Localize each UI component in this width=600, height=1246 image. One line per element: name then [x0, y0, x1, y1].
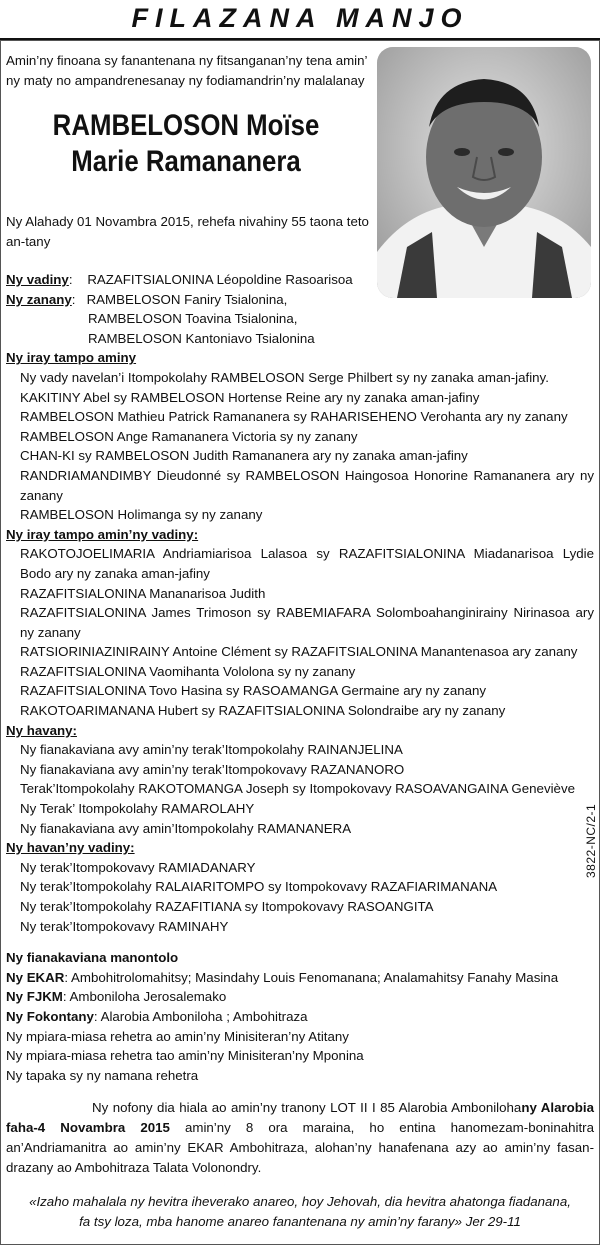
fjkm-value: : Amboniloha Jerosalemako — [62, 989, 227, 1005]
list-item: RAZAFITSIALONINA Vaomihanta Vololona sy ny zanany — [20, 663, 356, 679]
colleagues-line: Ny mpiara-miasa rehetra tao amin’ny Minisiteran’ny Mponina — [6, 1048, 364, 1064]
list-item: Ny fianakaviana avy amin’Itompokolahy RAMANANERA — [20, 820, 352, 836]
list-item: RAZAFITSIALONINA Tovo Hasina sy RASOAMANGA Germaine ary ny zanany — [20, 683, 487, 699]
list-item: Terak’Itompokolahy RAKOTOMANGA Joseph sy Itompokovavy RASOAVANGAINA Geneviève — [20, 781, 575, 797]
funeral-details-text: amin’ny 8 ora maraina, ho entina hanomezam-boninahitra an’Andriamanitra ao amin’ny EKAR Ambohitraza, alohan’ny hanafenana azy ao amin’ny fasan-drazany ao Ambohitraza Talata Volonondry. — [6, 1120, 594, 1175]
spouse-label: Ny vadiny — [6, 272, 69, 287]
spouse-line: Ny vadiny: RAZAFITSIALONINA Léopoldine Rasoarisoa — [6, 272, 353, 287]
deceased-name — [31, 108, 341, 180]
fokontany-line — [6, 1007, 594, 1027]
list-item: RAMBELOSON Holimanga sy ny zanany — [20, 507, 263, 523]
fokontany-label: Ny Fokontany — [6, 1008, 94, 1024]
list-item: RAZAFITSIALONINA Mananarisoa Judith — [20, 585, 266, 601]
bible-quote — [6, 1192, 594, 1232]
intro-text: Amin’ny finoana sy fanantenana ny fitsanganan’ny tena amin’ ny maty no ampandrenesanay ny fodiamandrin’ny malalanay — [6, 53, 367, 88]
siblings-heading: Ny iray tampo aminy — [6, 350, 137, 366]
ekar-label: Ny EKAR — [6, 969, 65, 985]
spouse-relatives-heading: Ny havan’ny vadiny: — [6, 840, 135, 856]
children-line: Ny zanany: RAMBELOSON Faniry Tsialonina, — [6, 291, 288, 307]
reference-code: 3822-NC/2-1 — [584, 803, 598, 878]
list-item: CHAN-KI sy RAMBELOSON Judith Ramananera ary ny zanaka aman-jafiny — [20, 448, 468, 464]
list-item: Ny terak’Itompokolahy RALAIARITOMPO sy Itompokovavy RAZAFIARIMANANA — [20, 879, 498, 895]
header-title: FILAZANA MANJO — [131, 3, 469, 33]
fokontany-value: : Alarobia Amboniloha ; Ambohitraza — [93, 1008, 308, 1024]
deceased-name-line2: Marie Ramananera — [71, 145, 301, 178]
list-item: Ny vady navelan’i Itompokolahy RAMBELOSON Serge Philbert sy ny zanaka aman-jafiny. — [20, 369, 549, 385]
ekar-value: : Ambohitrolomahitsy; Masindahy Louis Fenomanana; Analamahitsy Fanahy Masina — [64, 969, 559, 985]
list-item: RAZAFITSIALONINA James Trimoson sy RABEMIAFARA Solomboahanginirainy Nirinasoa ary ny zanany — [20, 605, 594, 640]
friends-line: Ny tapaka sy ny namana rehetra — [6, 1067, 199, 1083]
child-name: RAMBELOSON Toavina Tsialonina, — [88, 311, 298, 327]
ekar-line — [6, 968, 594, 988]
list-item: Ny fianakaviana avy amin’ny terak’Itompokolahy RAINANJELINA — [20, 742, 403, 758]
deceased-name-line1: RAMBELOSON Moïse — [52, 109, 320, 142]
notice-body — [6, 270, 594, 1085]
list-item: Ny Terak’ Itompokolahy RAMAROLAHY — [20, 801, 255, 817]
list-item: Ny terak’Itompokolahy RAZAFITIANA sy Itompokovavy RASOANGITA — [20, 899, 434, 914]
list-item: RAKOTOARIMANANA Hubert sy RAZAFITSIALONINA Solondraibe ary ny zanany — [20, 703, 506, 719]
funeral-details — [6, 1098, 594, 1178]
death-info: Ny Alahady 01 Novambra 2015, rehefa nivahiny 55 taona teto an-tany — [6, 214, 369, 249]
quote-line: «Izaho mahalala ny hevitra iheverako anareo, hoy Jehovah, dia hevitra ahatonga fiadanana, — [29, 1194, 571, 1209]
header-banner — [0, 0, 600, 40]
spouse-siblings-heading: Ny iray tampo amin’ny vadiny: — [6, 526, 199, 542]
list-item: Ny terak’Itompokovavy RAMINAHY — [20, 918, 229, 934]
fjkm-line — [6, 987, 594, 1007]
list-item: RAMBELOSON Mathieu Patrick Ramananera sy RAHARISEHENO Verohanta ary ny zanany — [20, 409, 568, 425]
children-label: Ny zanany — [6, 291, 72, 307]
list-item: RAMBELOSON Ange Ramananera Victoria sy ny zanany — [20, 428, 358, 444]
colleagues-line: Ny mpiara-miasa rehetra ao amin’ny Minisiteran’ny Atitany — [6, 1028, 349, 1044]
funeral-date: ny Alarobia faha-4 Novambra 2015 — [6, 1100, 594, 1135]
fjkm-label: Ny FJKM — [6, 989, 63, 1005]
list-item: Ny terak’Itompokovavy RAMIADANARY — [20, 859, 256, 875]
deceased-photo — [377, 47, 591, 298]
child-name: RAMBELOSON Kantoniavo Tsialonina — [88, 330, 315, 346]
portrait-image — [377, 47, 591, 298]
funeral-details-text: Ny nofony dia hiala ao amin’ny tranony LOT II I 85 Alarobia Amboniloha — [92, 1100, 522, 1115]
list-item: Ny fianakaviana avy amin’ny terak’Itompokovavy RAZANANORO — [20, 761, 405, 777]
quote-line: fa tsy loza, mba hanome anareo fanantenana ny amin’ny farany» Jer 29-11 — [79, 1214, 521, 1229]
list-item: RANDRIAMANDIMBY Dieudonné sy RAMBELOSON Haingosoa Honorine Ramananera ary ny zanany — [20, 467, 594, 503]
whole-family: Ny fianakaviana manontolo — [6, 950, 179, 966]
child-name: RAMBELOSON Faniry Tsialonina, — [86, 291, 288, 307]
spouse-name: RAZAFITSIALONINA Léopoldine Rasoarisoa — [87, 272, 353, 287]
list-item: RAKOTOJOELIMARIA Andriamiarisoa Lalasoa sy RAZAFITSIALONINA Miadanarisoa Lydie Bodo ary ny zanaka aman-jafiny — [20, 546, 594, 581]
relatives-heading: Ny havany: — [6, 722, 77, 738]
list-item: KAKITINY Abel sy RAMBELOSON Hortense Reine ary ny zanaka aman-jafiny — [20, 389, 480, 405]
list-item: RATSIORINIAZINIRAINY Antoine Clément sy RAZAFITSIALONINA Manantenasoa ary zanany — [20, 644, 578, 660]
